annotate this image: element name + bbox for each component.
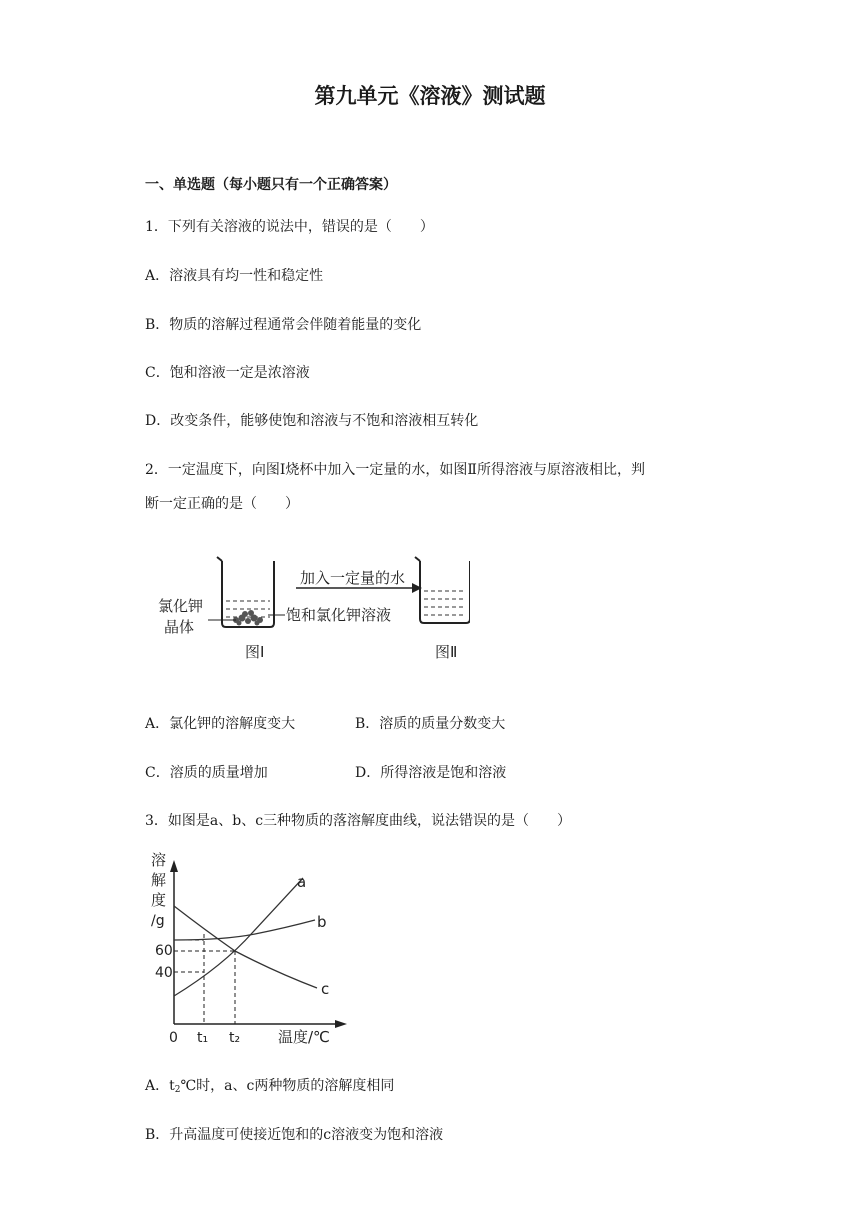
curve-a-label: a — [297, 873, 307, 891]
y-tick-60: 60 — [155, 943, 173, 959]
q3-option-a — [145, 1075, 394, 1095]
y-label-4: /g — [151, 913, 165, 929]
q2-option-b: B．溶质的质量分数变大 — [355, 716, 506, 732]
question-1-stem: 1．下列有关溶液的说法中，错误的是（ ） — [145, 219, 434, 235]
page-title: 第九单元《溶液》测试题 — [314, 84, 546, 108]
q1-option-c: C．饱和溶液一定是浓溶液 — [145, 365, 310, 381]
question-2-stem-line2: 断一定正确的是（ ） — [145, 496, 299, 512]
question-3-stem: 3．如图是a、b、c三种物质的落溶解度曲线，说法错误的是（ ） — [145, 813, 572, 829]
solution-label: 饱和氯化钾溶液 — [286, 606, 392, 624]
q3-option-a-text: ℃时，a、c两种物质的溶解度相同 — [180, 1078, 395, 1094]
y-label-2: 解 — [151, 871, 167, 889]
q2-option-a: A．氯化钾的溶解度变大 — [145, 716, 296, 732]
curve-c — [174, 906, 317, 988]
beaker-1-icon — [217, 557, 274, 627]
caption-figure-2: 图Ⅱ — [435, 643, 458, 661]
solubility-graph — [145, 848, 365, 1048]
q3-option-b: B．升高温度可使接近饱和的c溶液变为饱和溶液 — [145, 1127, 444, 1143]
beaker-figure — [150, 553, 470, 668]
q1-option-a: A．溶液具有均一性和稳定性 — [145, 268, 324, 284]
curve-b-label: b — [317, 913, 327, 931]
solid-label-1: 氯化钾 — [158, 597, 204, 615]
origin-label: 0 — [169, 1030, 178, 1046]
x-tick-t2: t₂ — [229, 1030, 241, 1046]
q3-option-a-prefix: A．t — [145, 1078, 175, 1094]
x-axis-label: 温度/℃ — [278, 1028, 330, 1046]
y-label-3: 度 — [151, 891, 167, 909]
y-tick-40: 40 — [155, 965, 173, 981]
curve-c-label: c — [321, 980, 330, 998]
y-label-1: 溶 — [151, 851, 167, 869]
q2-option-d: D．所得溶液是饱和溶液 — [355, 765, 507, 781]
q1-option-d: D．改变条件，能够使饱和溶液与不饱和溶液相互转化 — [145, 413, 479, 429]
beaker-2-icon — [415, 557, 470, 623]
caption-figure-1: 图Ⅰ — [245, 643, 265, 661]
question-2-stem-line1: 2．一定温度下，向图Ⅰ烧杯中加入一定量的水，如图Ⅱ所得溶液与原溶液相比，判 — [145, 462, 645, 478]
q2-option-c: C．溶质的质量增加 — [145, 765, 268, 781]
curve-b — [174, 920, 315, 940]
section-heading: 一、单选题（每小题只有一个正确答案） — [145, 177, 397, 193]
q1-option-b: B．物质的溶解过程通常会伴随着能量的变化 — [145, 317, 422, 333]
x-tick-t1: t₁ — [197, 1030, 209, 1046]
solid-label-2: 晶体 — [164, 618, 195, 636]
arrow-text: 加入一定量的水 — [300, 569, 406, 587]
q3-option-a-subscript: 2 — [174, 1085, 181, 1095]
